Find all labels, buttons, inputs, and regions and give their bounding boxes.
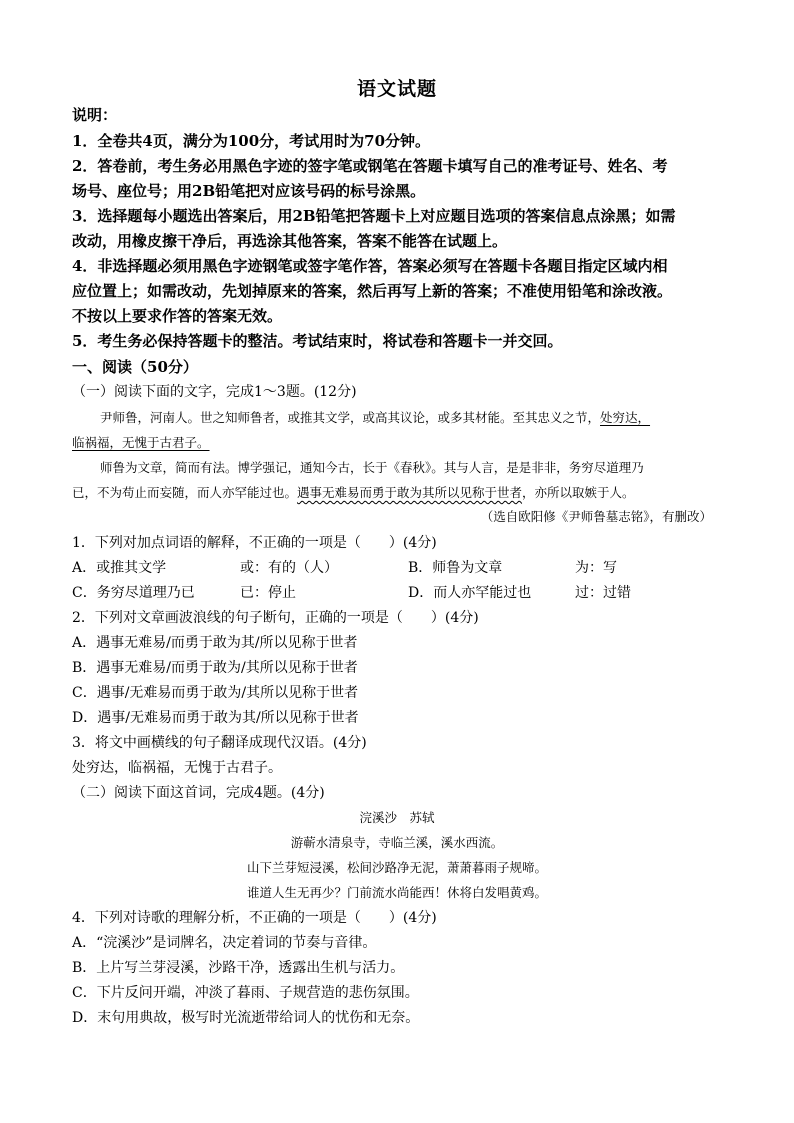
option-text: D．末句用典故，极写时光流逝带给词人的忧伤和无奈。 [72, 1010, 420, 1026]
option-label: C．务穷尽道理乃已 [72, 585, 195, 601]
underlined-sentence: 处穷达， [600, 410, 651, 425]
poem-line: 山下兰芽短浸溪，松间沙路净无泥，萧萧暮雨子规啼。 [246, 860, 547, 875]
option-text: C．下片反问开端，冲淡了暮雨、子规营造的悲伤氛围。 [72, 985, 419, 1001]
poem-line: 谁道人生无再少？门前流水尚能西！休将白发唱黄鸡。 [246, 885, 547, 900]
passage-text: 已，不为苟止而妄随，而人亦罕能过也。 [72, 485, 298, 500]
option-gloss: 已：停止 [240, 585, 296, 601]
passage-line [72, 483, 635, 501]
option-gloss: 为：写 [575, 560, 617, 576]
option-text: A．“浣溪沙”是词牌名，决定着词的节奏与音律。 [72, 935, 377, 951]
option-gloss: 过：过错 [575, 585, 631, 601]
question-stem: 4．下列对诗歌的理解分析，不正确的一项是（ ）(4分) [72, 910, 437, 926]
option-text: A．遇事无难易/而勇于敢为其/所以见称于世者 [72, 635, 358, 651]
poem-line: 游蕲水清泉寺，寺临兰溪，溪水西流。 [290, 835, 504, 850]
poem-title: 浣溪沙 苏轼 [359, 810, 435, 825]
instruction-line: 4．非选择题必须用黑色字迹钢笔或签字笔作答，答案必须写在答题卡各题目指定区域内相 [72, 257, 668, 275]
instruction-line: 应位置上；如需改动，先划掉原来的答案，然后再写上新的答案；不准使用铅笔和涂改液。 [72, 282, 673, 300]
part-heading: （二）阅读下面这首词，完成4题。(4分) [72, 785, 325, 801]
option-label: B．师鲁为文章 [408, 560, 503, 576]
option-gloss: 或：有的（人） [240, 560, 338, 576]
passage-line [100, 408, 650, 426]
instruction-line: 2．答卷前，考生务必用黑色字迹的签字笔或钢笔在答题卡填写自己的准考证号、姓名、考 [72, 157, 668, 175]
instruction-line: 场号、座位号；用2B铅笔把对应该号码的标号涂黑。 [72, 182, 426, 200]
part-heading: （一）阅读下面的文字，完成1～3题。(12分) [72, 384, 357, 400]
passage-line: 师鲁为文章，简而有法。博学强记，通知今古，长于《春秋》。其与人言，是是非非，务穷尽道理乃 [100, 460, 644, 475]
page-title: 语文试题 [356, 78, 437, 100]
instruction-line: 不按以上要求作答的答案无效。 [72, 307, 283, 325]
option-label: A．或推其文学 [72, 560, 167, 576]
option-text: B．遇事无难易/而勇于敢为/其所以见称于世者 [72, 660, 358, 676]
wavy-underlined-sentence: 遇事无难易而勇于敢为其所以见称于世者 [297, 485, 523, 500]
question-stem: 1．下列对加点词语的解释，不正确的一项是（ ）(4分) [72, 535, 437, 551]
translation-sentence: 处穷达，临祸福，无愧于古君子。 [72, 760, 282, 776]
option-label: D．而人亦罕能过也 [408, 585, 532, 601]
question-stem: 3．将文中画横线的句子翻译成现代汉语。(4分) [72, 735, 367, 751]
passage-line [72, 433, 210, 451]
passage-text: ，亦所以取嫉于人。 [522, 485, 635, 500]
option-text: C．遇事/无难易而勇于敢为/其所以见称于世者 [72, 685, 359, 701]
question-stem: 2．下列对文章画波浪线的句子断句，正确的一项是（ ）(4分) [72, 610, 479, 626]
instruction-line: 改动，用橡皮擦干净后，再选涂其他答案，答案不能答在试题上。 [72, 232, 508, 250]
underlined-sentence: 临祸福，无愧于古君子。 [72, 435, 210, 450]
section-heading: 一、阅读（50分） [72, 358, 198, 376]
passage-source: （选自欧阳修《尹师鲁墓志铭》，有删改） [480, 509, 712, 524]
instruction-line: 5．考生务必保持答题卡的整洁。考试结束时，将试卷和答题卡一并交回。 [72, 332, 563, 350]
instruction-line: 3．选择题每小题选出答案后，用2B铅笔把答题卡上对应题目选项的答案信息点涂黑；如需 [72, 207, 676, 225]
option-text: D．遇事/无难易而勇于敢为其/所以见称于世者 [72, 710, 359, 726]
instructions-heading: 说明： [72, 106, 118, 124]
passage-text: 尹师鲁，河南人。世之知师鲁者，或推其文学，或高其议论，或多其材能。至其忠义之节， [100, 410, 601, 425]
option-text: B．上片写兰芽浸溪，沙路干净，透露出生机与活力。 [72, 960, 405, 976]
instruction-line: 1．全卷共4页，满分为100分，考试用时为70分钟。 [72, 132, 431, 150]
